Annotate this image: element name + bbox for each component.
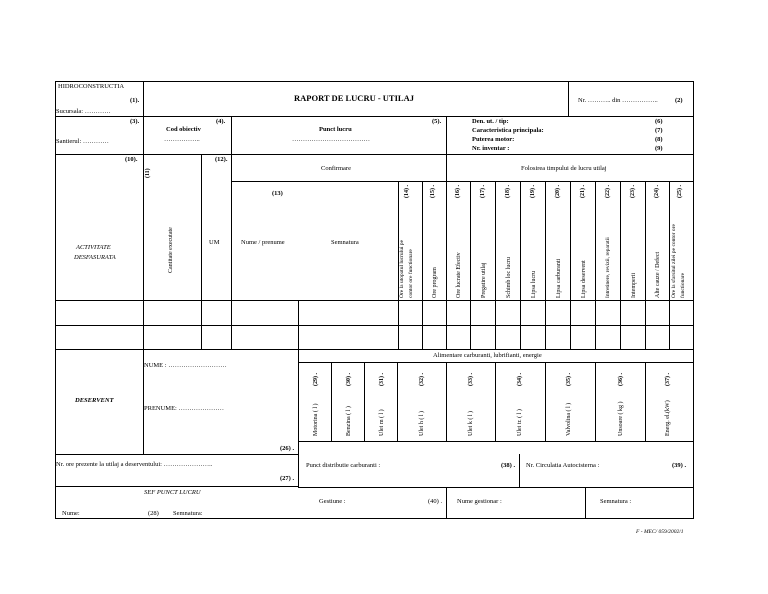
- field-number-38: (38) .: [501, 462, 516, 469]
- col-18-number: (18) .: [505, 185, 511, 198]
- desfasurata-label: DESFASURATA: [74, 254, 116, 261]
- cantitate-label: Cantitate executate: [168, 227, 174, 273]
- col-19-label: Lipsa lucru: [531, 270, 537, 298]
- deservent-nume-field[interactable]: NUME : ………………………: [144, 362, 227, 369]
- field-number-13: (13): [272, 190, 283, 197]
- col-14-label: Ore la utopatul lucrului pe: [399, 239, 405, 298]
- confirmare-label: Confirmare: [321, 165, 351, 172]
- col-35-number: (35) .: [566, 373, 572, 386]
- form-code: F - MEC/ 059/2002/1: [636, 529, 684, 535]
- field-number-6: (6): [655, 118, 663, 125]
- col-36-number: (36) .: [618, 373, 624, 386]
- col-21-number: (21) .: [580, 185, 586, 198]
- col-29-number: (29) .: [313, 373, 319, 386]
- col-21-label: Lipsa deservent: [581, 260, 587, 298]
- field-number-5: (5).: [432, 118, 442, 125]
- col-33-number: (33) .: [468, 373, 474, 386]
- puterea-label: Puterea motor:: [472, 136, 515, 143]
- col-14-number: (14) .: [404, 185, 410, 198]
- field-number-40: (40) .: [428, 498, 443, 505]
- nr-ore-field[interactable]: Nr. ore prezente la utilaj a deserventului: …………………..: [56, 461, 213, 468]
- col-34-number: (34) .: [517, 373, 523, 386]
- nume-gestionar-field[interactable]: Nume gestionar :: [457, 498, 502, 505]
- col-31-label: Ulei m ( l ): [379, 409, 385, 436]
- col-17-label: Pregatire utilaj: [481, 262, 487, 298]
- col-23-number: (23) .: [630, 185, 636, 198]
- col-25-label2: functionare: [680, 272, 686, 298]
- col-25-number: (25) .: [677, 185, 683, 198]
- col-35-label: Valvolina ( l ): [566, 402, 572, 436]
- col-18-label: Schimb loc lucru: [506, 257, 512, 298]
- field-number-39: (39) .: [672, 462, 687, 469]
- folosirea-label: Folosirea timpului de lucru utilaj: [521, 165, 607, 172]
- col-29-label: Motorina ( l ): [313, 403, 319, 436]
- col-14-label2: contor ore functionare: [408, 249, 414, 298]
- col-15-number: (15) .: [430, 185, 436, 198]
- nr-circulatia-field[interactable]: Nr. Circulatia Autocisterna :: [526, 462, 600, 469]
- sef-semnatura-field[interactable]: Semnatura:: [173, 510, 203, 517]
- punct-distributie-field[interactable]: Punct distributie carburanti :: [306, 462, 381, 469]
- activitate-label: ACTIVITATE: [76, 244, 111, 251]
- um-label: UM: [209, 239, 220, 246]
- company-name: HIDROCONSTRUCTIA: [58, 83, 125, 90]
- nr-inventar-label: Nr. inventar :: [472, 145, 510, 152]
- field-number-28: (28): [148, 510, 159, 517]
- field-number-10: (10).: [125, 156, 138, 163]
- col-24-number: (24) .: [654, 185, 660, 198]
- col-17-number: (17) .: [480, 185, 486, 198]
- col-32-number: (32) .: [419, 373, 425, 386]
- den-ut-label: Den. ut. / tip:: [472, 118, 509, 125]
- nume-prenume-label: Nume / prenume: [241, 239, 285, 246]
- field-number-26: (26) .: [280, 445, 295, 452]
- col-33-label: Ulei k ( l ): [468, 411, 474, 436]
- col-23-label: Intemperii: [631, 273, 637, 298]
- field-number-1: (1).: [130, 97, 140, 104]
- col-19-number: (19) .: [530, 185, 536, 198]
- gestionar-semnatura-field[interactable]: Semnatura :: [600, 498, 632, 505]
- col-36-label: Unsoare ( kg ): [618, 401, 624, 436]
- gestiune-field[interactable]: Gestiune :: [319, 498, 346, 505]
- field-number-12: (12).: [215, 156, 228, 163]
- field-number-11: (11): [145, 168, 151, 178]
- col-37-number: (37) .: [665, 373, 671, 386]
- col-15-label: Ore program: [432, 267, 438, 298]
- field-number-27: (27) .: [280, 475, 295, 482]
- santierul-field[interactable]: Santierul: …………: [56, 138, 109, 145]
- alimentare-label: Alimentare carburanti, lubrifianti, energie: [433, 352, 542, 359]
- col-16-number: (16) .: [455, 185, 461, 198]
- punct-lucru-field[interactable]: ………………………………: [292, 136, 370, 143]
- sucursala-field[interactable]: Sucursala: …………: [56, 108, 111, 115]
- semnatura-label: Semnatura: [331, 239, 359, 246]
- col-20-label: Lipsa carburanti: [556, 258, 562, 298]
- report-number-field[interactable]: Nr. ……….. din ……………..: [578, 97, 658, 104]
- cod-obiectiv-label: Cod obiectiv: [166, 126, 201, 133]
- col-32-label: Ulei h ( l ): [419, 411, 425, 436]
- sef-punct-lucru-label: SEF PUNCT LUCRU: [144, 489, 201, 496]
- col-22-label: Intretinere, revizii, reparatii: [605, 237, 611, 298]
- col-24-label: Alte cauze / Defect: [655, 251, 661, 298]
- field-number-8: (8): [655, 136, 663, 143]
- col-25-label: Ore la sfarsitul zilei pe contor ore: [671, 224, 677, 298]
- deservent-label: DESERVENT: [75, 397, 114, 404]
- col-16-label: Ore lucrate Efectiv: [456, 252, 462, 298]
- deservent-prenume-field[interactable]: PRENUME: …………………: [144, 405, 224, 412]
- field-number-9: (9): [655, 145, 663, 152]
- field-number-2: (2): [675, 97, 683, 104]
- col-30-label: Benzina ( l ): [346, 406, 352, 436]
- col-34-label: Ulei tr. ( l ): [517, 409, 523, 436]
- col-37-label: Energ. el.(kW): [665, 400, 671, 436]
- col-30-number: (30) .: [346, 373, 352, 386]
- sef-nume-field[interactable]: Nume:: [62, 510, 80, 517]
- field-number-7: (7): [655, 127, 663, 134]
- field-number-4: (4).: [216, 118, 226, 125]
- page-title: RAPORT DE LUCRU - UTILAJ: [294, 93, 414, 103]
- col-22-number: (22) .: [605, 185, 611, 198]
- cod-obiectiv-field[interactable]: ……………..: [164, 136, 200, 143]
- caracteristica-label: Caracteristica principala:: [472, 127, 544, 134]
- col-31-number: (31) .: [379, 373, 385, 386]
- punct-lucru-label: Punct lucru: [319, 126, 352, 133]
- col-20-number: (20) .: [555, 185, 561, 198]
- field-number-3: (3).: [130, 118, 140, 125]
